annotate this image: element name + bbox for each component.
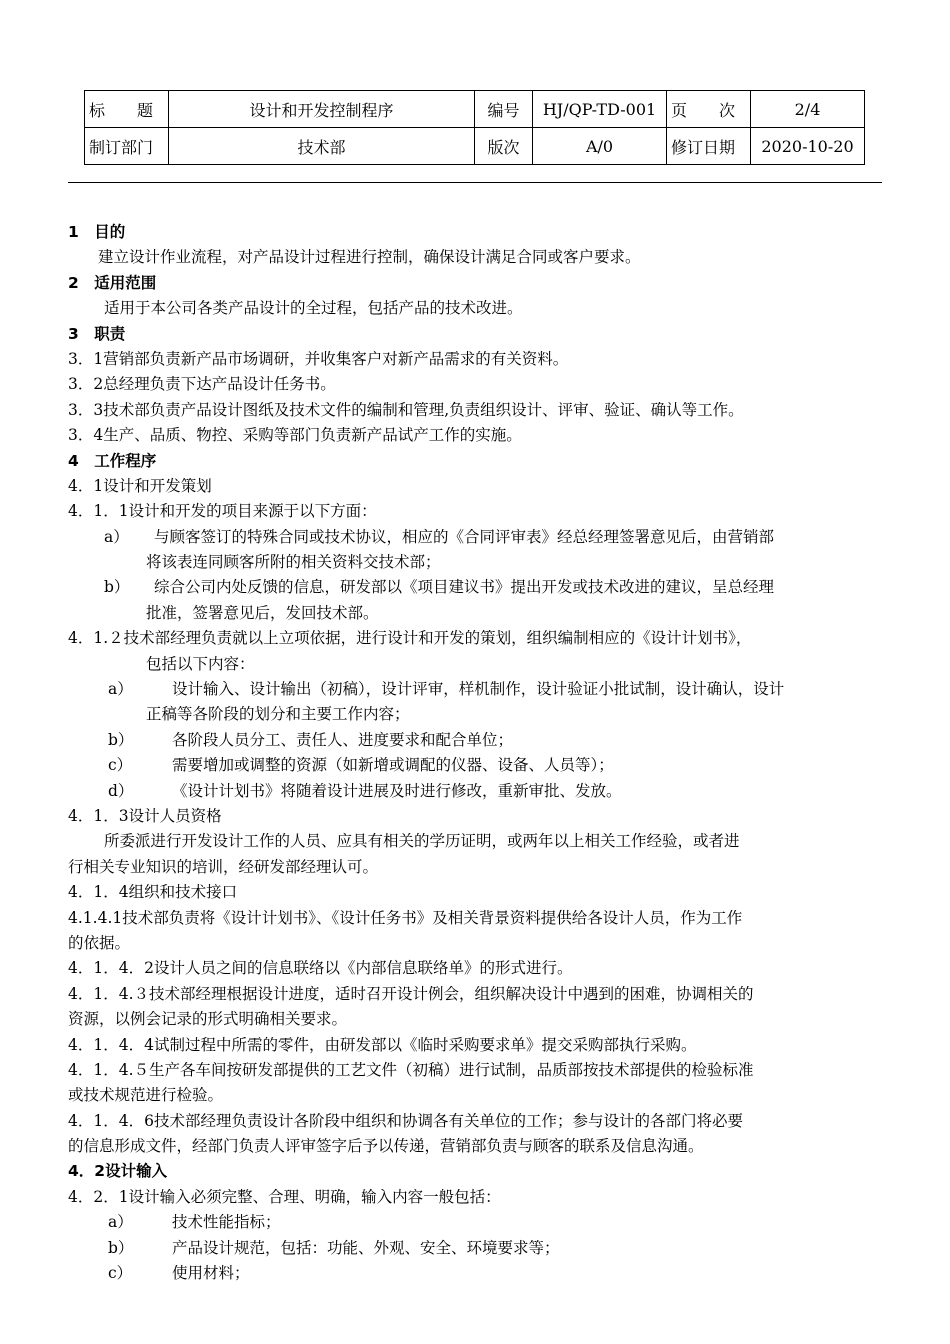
list-marker: b） bbox=[104, 578, 130, 597]
list-item bbox=[68, 575, 884, 600]
list-text: 使用材料； bbox=[172, 1264, 250, 1283]
header-divider bbox=[68, 182, 882, 183]
clause: 4．1．4.３技术部经理根据设计进度，适时召开设计例会，组织解决设计中遇到的困难，协调相关的 bbox=[68, 984, 754, 1003]
subsection-heading: 4．2设计输入 bbox=[68, 1162, 168, 1181]
clause: 4.1.4.1技术部负责将《设计计划书》、《设计任务书》及相关背景资料提供给各设计人员，作为工作 bbox=[68, 908, 743, 927]
revision-label: 修订日期 bbox=[667, 128, 751, 165]
subsection-heading: 4．1设计和开发策划 bbox=[68, 476, 212, 495]
clause-continuation: 的信息形成文件，经部门负责人评审签字后予以传递，营销部负责与顾客的联系及信息沟通。 bbox=[68, 1137, 704, 1156]
list-continuation: 正稿等各阶段的划分和主要工作内容； bbox=[146, 705, 410, 724]
clause: 3．1营销部负责新产品市场调研，并收集客户对新产品需求的有关资料。 bbox=[68, 349, 569, 368]
section-heading: 1 目的 bbox=[68, 223, 126, 241]
list-continuation: 批准，签署意见后，发回技术部。 bbox=[146, 603, 379, 622]
dept-value: 技术部 bbox=[169, 128, 475, 165]
list-text: 各阶段人员分工、责任人、进度要求和配合单位； bbox=[172, 730, 514, 749]
list-item bbox=[68, 1261, 884, 1286]
list-marker: c） bbox=[108, 1264, 133, 1283]
number-value: HJ/QP-TD-001 bbox=[533, 91, 667, 128]
list-text: 《设计计划书》将随着设计进展及时进行修改，重新审批、发放。 bbox=[172, 781, 622, 800]
version-label: 版次 bbox=[475, 128, 533, 165]
clause: 4．1．3设计人员资格 bbox=[68, 806, 222, 825]
clause: 4．2．1设计输入必须完整、合理、明确，输入内容一般包括： bbox=[68, 1187, 501, 1206]
list-text: 与顾客签订的特殊合同或技术协议，相应的《合同评审表》经总经理签署意见后，由营销部 bbox=[154, 527, 775, 546]
list-text: 技术性能指标； bbox=[172, 1213, 281, 1232]
list-item bbox=[68, 753, 884, 778]
paragraph: 适用于本公司各类产品设计的全过程，包括产品的技术改进。 bbox=[104, 299, 523, 318]
list-continuation: 将该表连同顾客所附的相关资料交技术部； bbox=[146, 553, 441, 572]
clause: 4．1．4．2设计人员之间的信息联络以《内部信息联络单》的形式进行。 bbox=[68, 959, 573, 978]
list-marker: a） bbox=[108, 680, 133, 699]
section-heading: 2 适用范围 bbox=[68, 273, 157, 292]
list-marker: d） bbox=[108, 781, 134, 800]
list-marker: b） bbox=[108, 730, 134, 749]
clause: 4．1．1设计和开发的项目来源于以下方面： bbox=[68, 502, 377, 521]
list-item bbox=[68, 779, 884, 804]
clause: 4．1．4．4试制过程中所需的零件，由研发部以《临时采购要求单》提交采购部执行采购。 bbox=[68, 1035, 697, 1054]
section-heading: 3 职责 bbox=[68, 324, 126, 343]
clause-continuation: 资源，以例会记录的形式明确相关要求。 bbox=[68, 1010, 348, 1029]
title-value: 设计和开发控制程序 bbox=[169, 91, 475, 128]
title-label: 标 题 bbox=[85, 91, 169, 128]
list-item bbox=[68, 1236, 884, 1261]
clause: 4．1．4．6技术部经理负责设计各阶段中组织和协调各有关单位的工作；参与设计的各部门将必要 bbox=[68, 1111, 743, 1130]
list-item bbox=[68, 677, 884, 702]
document-header-table bbox=[84, 90, 865, 165]
list-marker: a） bbox=[108, 1213, 133, 1232]
list-text: 综合公司内处反馈的信息，研发部以《项目建议书》提出开发或技术改进的建议，呈总经理 bbox=[154, 578, 775, 597]
dept-label: 制订部门 bbox=[85, 128, 169, 165]
version-value: A/0 bbox=[533, 128, 667, 165]
header-row-1 bbox=[85, 91, 865, 128]
header-row-2 bbox=[85, 128, 865, 165]
clause-continuation: 的依据。 bbox=[68, 933, 131, 952]
list-marker: c） bbox=[108, 756, 133, 775]
clause: 4．1.２技术部经理负责就以上立项依据，进行设计和开发的策划，组织编制相应的《设计计划书》， bbox=[68, 629, 752, 648]
list-text: 产品设计规范，包括：功能、外观、安全、环境要求等； bbox=[172, 1238, 560, 1257]
list-item bbox=[68, 1210, 884, 1235]
clause: 3．2总经理负责下达产品设计任务书。 bbox=[68, 375, 336, 394]
list-item bbox=[68, 728, 884, 753]
clause: 4．1．4.５生产各车间按研发部提供的工艺文件（初稿）进行试制，品质部按技术部提供的检验标准 bbox=[68, 1060, 754, 1079]
list-marker: b） bbox=[108, 1238, 134, 1257]
clause-continuation: 包括以下内容： bbox=[146, 654, 255, 673]
paragraph: 建立设计作业流程，对产品设计过程进行控制，确保设计满足合同或客户要求。 bbox=[98, 248, 641, 267]
page-label: 页 次 bbox=[667, 91, 751, 128]
paragraph: 所委派进行开发设计工作的人员、应具有相关的学历证明，或两年以上相关工作经验，或者进 bbox=[104, 832, 740, 851]
list-text: 需要增加或调整的资源（如新增或调配的仪器、设备、人员等）； bbox=[172, 756, 614, 775]
number-label: 编号 bbox=[475, 91, 533, 128]
document-body bbox=[68, 220, 884, 1286]
list-marker: a） bbox=[104, 527, 129, 546]
list-text: 设计输入、设计输出（初稿），设计评审，样机制作，设计验证小批试制，设计确认，设计 bbox=[172, 680, 785, 699]
clause-continuation: 或技术规范进行检验。 bbox=[68, 1086, 224, 1105]
clause: 3．3技术部负责产品设计图纸及技术文件的编制和管理,负责组织设计、评审、验证、确认等工作。 bbox=[68, 400, 744, 419]
revision-value: 2020-10-20 bbox=[751, 128, 865, 165]
list-item bbox=[68, 525, 884, 550]
page-value: 2/4 bbox=[751, 91, 865, 128]
section-heading: 4 工作程序 bbox=[68, 451, 157, 470]
clause: 4．1．4组织和技术接口 bbox=[68, 883, 238, 902]
paragraph-continuation: 行相关专业知识的培训，经研发部经理认可。 bbox=[68, 857, 379, 876]
clause: 3．4生产、品质、物控、采购等部门负责新产品试产工作的实施。 bbox=[68, 426, 522, 445]
